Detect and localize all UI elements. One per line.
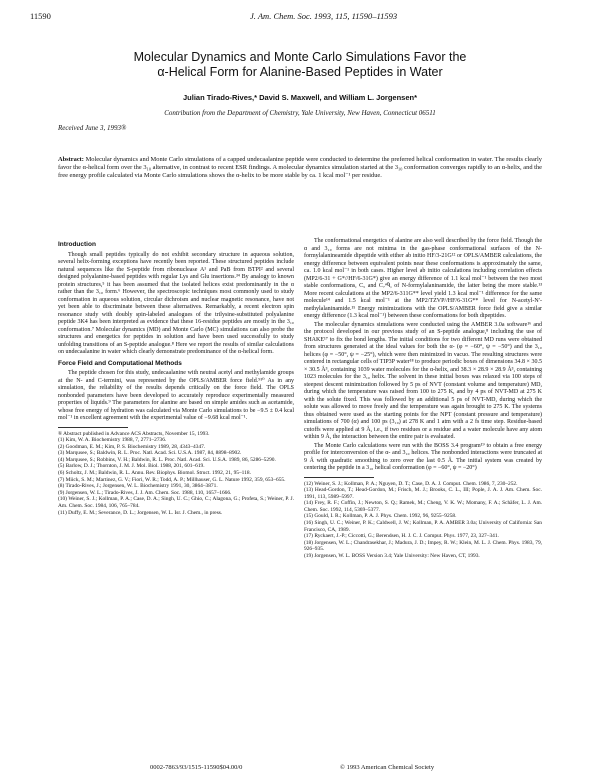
footnote: (2) Goodman, E. M.; Kim, P. S. Biochemistry 1989, 28, 4343–4347. bbox=[58, 443, 206, 450]
footnote: (11) Duffy, E. M.; Severance, D. L.; Jorgensen, W. L. Isr. J. Chem., in press. bbox=[58, 509, 223, 516]
methods-paragraph: The peptide chosen for this study, undecaalanine with neutral acetyl and methylamide groups at the N- and C-termini, was represented by the OPLS/AMBER force field.⁹¹⁰ As in any simulation, the reliability of the results depends critically on the force field. The OPLS nonbonded parameters have been developed to accurately reproduce experimentally measured properties of liquids.⁹ The parameters for alanine are based on simple amides such as acetamide, whose free energy of hydration was calculated via Monte Carlo simulations to be −9.5 ± 0.4 kcal mol⁻¹ in excellent agreement with the experimental value of −9.68 kcal mol⁻¹. bbox=[58, 370, 294, 421]
footnote: (17) Ryckaert, J.-P.; Ciccotti, G.; Berendsen, H. J. C. J. Comput. Phys. 1977, 23, 327–341. bbox=[304, 533, 499, 540]
intro-paragraph: Though small peptides typically do not exhibit secondary structure in aqueous solution, several helix-forming exceptions have recently been reported. These structured peptides include natural sequences like the S-peptide from ribonuclease A¹ and PaB from BTPI² and several designed polyalanine-based peptides with regular Lys and Glu insertions.³⁴ By analogy to known protein structures,⁵ it has been assumed that the isolated helices exist predominantly in the α rather than the 3₁₀ form.⁶ However, the spectroscopic techniques most commonly used to study conformation in aqueous solution, circular dichroism and nuclear magnetic resonance, have not yet been able to discriminate between these alternatives. Remarkably, a recent electron spin resonance study with doubly spin-labeled analogues of the trilysine-substituted polyalanine peptide 3K4 has been interpreted as evidence that these 16-residue peptides are mostly in the 3₁₀ conformation.⁷ Molecular dynamics (MD) and Monte Carlo (MC) simulations can also probe the structures and energetics for peptides in solution and have been used successfully to study unfolding transitions of an S-peptide analogue.⁸ Here we report the results of similar calculations on undecaalanine in water which clearly demonstrate predominance of the α-helical form. bbox=[58, 251, 294, 355]
right-column bbox=[304, 238, 542, 560]
abstract-label: Abstract: bbox=[58, 156, 84, 163]
footnotes-right bbox=[304, 481, 542, 560]
footnote: (4) Marqusee, S.; Robbins, V. H.; Baldwin, R. L. Proc. Natl. Acad. Sci. U.S.A. 1989, 86, 5286–5290. bbox=[58, 456, 276, 463]
paper-title bbox=[60, 50, 540, 80]
footnote: (9) Jorgensen, W. L.; Tirado-Rives, J. J. Am. Chem. Soc. 1988, 110, 1657–1666. bbox=[58, 489, 232, 496]
footnote: (10) Weiner, S. J.; Kollman, P. A.; Case, D. A.; Singh, U. C.; Ghio, C.; Alagona, G.; Profeta, S.; Weiner, P. J. Am. Chem. Soc. 1984, 106, 765–784. bbox=[58, 496, 294, 510]
page-number: 11590 bbox=[30, 11, 51, 21]
footnotes-left bbox=[58, 431, 294, 517]
footnote: (15) Gould, I. R.; Kollman, P. A. J. Phys. Chem. 1992, 96, 9255–9258. bbox=[304, 513, 457, 520]
footnote: (12) Weiner, S. J.; Kollman, P. A.; Nguyen, D. T.; Case, D. A. J. Comput. Chem. 1986, 7, 230–252. bbox=[304, 480, 518, 487]
footnote: (5) Barlow, D. J.; Thornton, J. M. J. Mol. Biol. 1988, 201, 601–619. bbox=[58, 463, 205, 470]
body-paragraph: The conformational energetics of alanine are also well described by the force field. Though the α and 3₁₀ forms are not minima in the gas-phase conformational surfaces of the N-formylalanineamide dipeptide with either ab initio HF/3-21G¹² or OPLS/AMBER calculations, the energy difference between equivalent points near these conformations is approximately the same, ca. 1.0 kcal mol⁻¹ in both cases. Higher level ab initio calculations including correlation effects (MP2/6-31 + G*//HF/6-31G*) give an energy difference of 1.1 kcal mol⁻¹ between the two most stable conformations, C₅ and C₇ᵉᑫ, of N-formylalaninamide, the latter being the more stable.¹³ More recent calculations at the MP2/6-311G** level yield 1.3 kcal mol⁻¹ difference for the same molecule¹⁴ and 1.5 kcal mol⁻¹ at the MP2/TZVP//HF/6-31G** level for N-acetyl-N′-methylalaninamide.¹⁵ Energy minimizations with the OPLS/AMBER force field give a similar energy difference (1.3 kcal mol⁻¹) between these conformations for both dipeptides. bbox=[304, 238, 542, 319]
footnote: (7) Miick, S. M.; Martinez, G. V.; Fiori, W. R.; Todd, A. P.; Millhauser, G. L. Nature 1992, 359, 653–655. bbox=[58, 476, 286, 483]
affiliation: Contribution from the Department of Chemistry, Yale University, New Haven, Connecticut 06511 bbox=[164, 109, 436, 117]
copyright: © 1993 American Chemical Society bbox=[340, 764, 435, 771]
journal-citation: J. Am. Chem. Soc. 1993, 115, 11590–11593 bbox=[250, 11, 398, 21]
section-heading-methods: Force Field and Computational Methods bbox=[58, 359, 182, 367]
footnote-rule bbox=[58, 427, 128, 428]
footnote: (3) Marqusee, S.; Baldwin, R. L. Proc. Natl. Acad. Sci. U.S.A. 1987, 84, 8898–8902. bbox=[58, 450, 242, 457]
body-paragraph: The molecular dynamics simulations were conducted using the AMBER 3.0a software¹⁶ and the protocol developed in our previous study of an S-peptide analogue,⁸ including the use of SHAKE¹⁷ to fix the bond lengths. The initial conditions for two different MD runs were obtained from structures generated at the ideal values for both the α- (φ = −60°, ψ = −50°) and the 3₁₀ helices (φ = −50°, ψ = −25°), which were then minimized in vacuo. The resulting structures were centered in rectangular cells of TIP3P water¹⁸ to produce periodic boxes of dimensions 34.8 × 30.5 × 30.5 Å³, containing 1039 water molecules for the α-helix, and 38.3 × 28.9 × 28.9 Å³, containing 1023 molecules for the 3₁₀ helix. The solvent in these initial boxes was relaxed via 100 steps of steepest descent minimization followed by 5 ps of NVT (constant volume and temperature) MD, during which the temperature was raised from 100 to 275 K, and by 4 ps of NVT-MD at 275 K with the solute fixed. This was followed by an additional 5 ps of NVT-MD, during which the solute was allowed to move freely and the temperature was again brought to 275 K. The systems thus obtained were used as the starting points for the NPT (constant pressure and temperature) simulations of 700 (α) and 100 ps (3₁₀) at 278 K and 1 atm with a 2 fs time step. Residue-based cutoffs were applied at 9 Å, i.e., if two residues or a residue and a water molecule have any atom within 9 Å, the interaction between the entire pair is evaluated. bbox=[304, 321, 542, 440]
footnote: (18) Jorgensen, W. L.; Chandrasekhar, J.; Madura, J. D.; Impey, R. W.; Klein, M. L. J. Chem. Phys. 1983, 79, 926–935. bbox=[304, 539, 542, 553]
abstract bbox=[58, 156, 542, 179]
footnote: (13) Head-Gordon, T.; Head-Gordon, M.; Frisch, M. J.; Brooks, C. L., III; Pople, J. A. J. Am. Chem. Soc. 1991, 113, 5989–5997. bbox=[304, 487, 542, 500]
footnote-rule bbox=[304, 477, 374, 478]
footnote: (6) Scholtz, J. M.; Baldwin, R. L. Annu. Rev. Biophys. Biomol. Struct. 1992, 21, 95–118. bbox=[58, 470, 251, 477]
footnote: (16) Singh, U. C.; Weiner, P. K.; Caldwell, J. W.; Kollman, P. A. AMBER 3.0a; University of California: San Francisco, CA, 1989. bbox=[304, 520, 542, 533]
section-heading-introduction: Introduction bbox=[58, 241, 96, 248]
title-line-2: α-Helical Form for Alanine-Based Peptides in Water bbox=[157, 65, 443, 79]
left-column bbox=[58, 238, 294, 516]
title-line-1: Molecular Dynamics and Monte Carlo Simulations Favor the bbox=[133, 50, 467, 64]
article-code: 0002-7863/93/1515-11590$04.00/0 bbox=[150, 764, 243, 771]
footnote: ® Abstract published in Advance ACS Abstracts, November 15, 1993. bbox=[58, 430, 210, 437]
footnote: (14) Frey, R. F.; Coffin, J.; Newton, S. Q.; Ramek, M.; Cheng, V. K. W.; Momany, F. A.; Schäfer, L. J. Am. Chem. Soc. 1992, 114, 5369–5377. bbox=[304, 500, 542, 513]
abstract-text: Molecular dynamics and Monte Carlo simulations of a capped undecaalanine peptide were conducted to determine the preferred helical conformation in water. The results clearly favor the α-helical form over the 3₁₀ alternative, in contrast to recent ESR findings. A molecular dynamics simulation started at the 3₁₀ conformation converges rapidly to an α-helix, and the free energy profile calculated via Monte Carlo simulations shows the α-helix to be more stable by ca. 1 kcal mol⁻¹ per residue. bbox=[58, 156, 542, 179]
body-paragraph: The Monte Carlo calculations were run with the BOSS 3.4 program¹⁹ to obtain a free energy profile for interconversion of the α- and 3₁₀ helices. The nonbonded interactions were truncated at 9 Å with quadratic smoothing to zero over the last 0.5 Å. The initial system was created by centering the peptide in a 3₁₀ helical conformation (φ = −60°, ψ = −20°) bbox=[304, 442, 542, 471]
author-list: Julian Tirado-Rives,* David S. Maxwell, and William L. Jorgensen* bbox=[182, 93, 418, 102]
received-date: Received June 3, 1993® bbox=[58, 124, 127, 132]
footnote: (8) Tirado-Rives, J.; Jorgensen, W. L. Biochemistry 1991, 30, 3864–3871. bbox=[58, 483, 218, 490]
footnote: (1) Kim, W. A. Biochemistry 1988, 7, 2771–2736. bbox=[58, 437, 167, 444]
footnote: (19) Jorgensen, W. L. BOSS Version 3.4; Yale University: New Haven, CT, 1993. bbox=[304, 553, 480, 560]
